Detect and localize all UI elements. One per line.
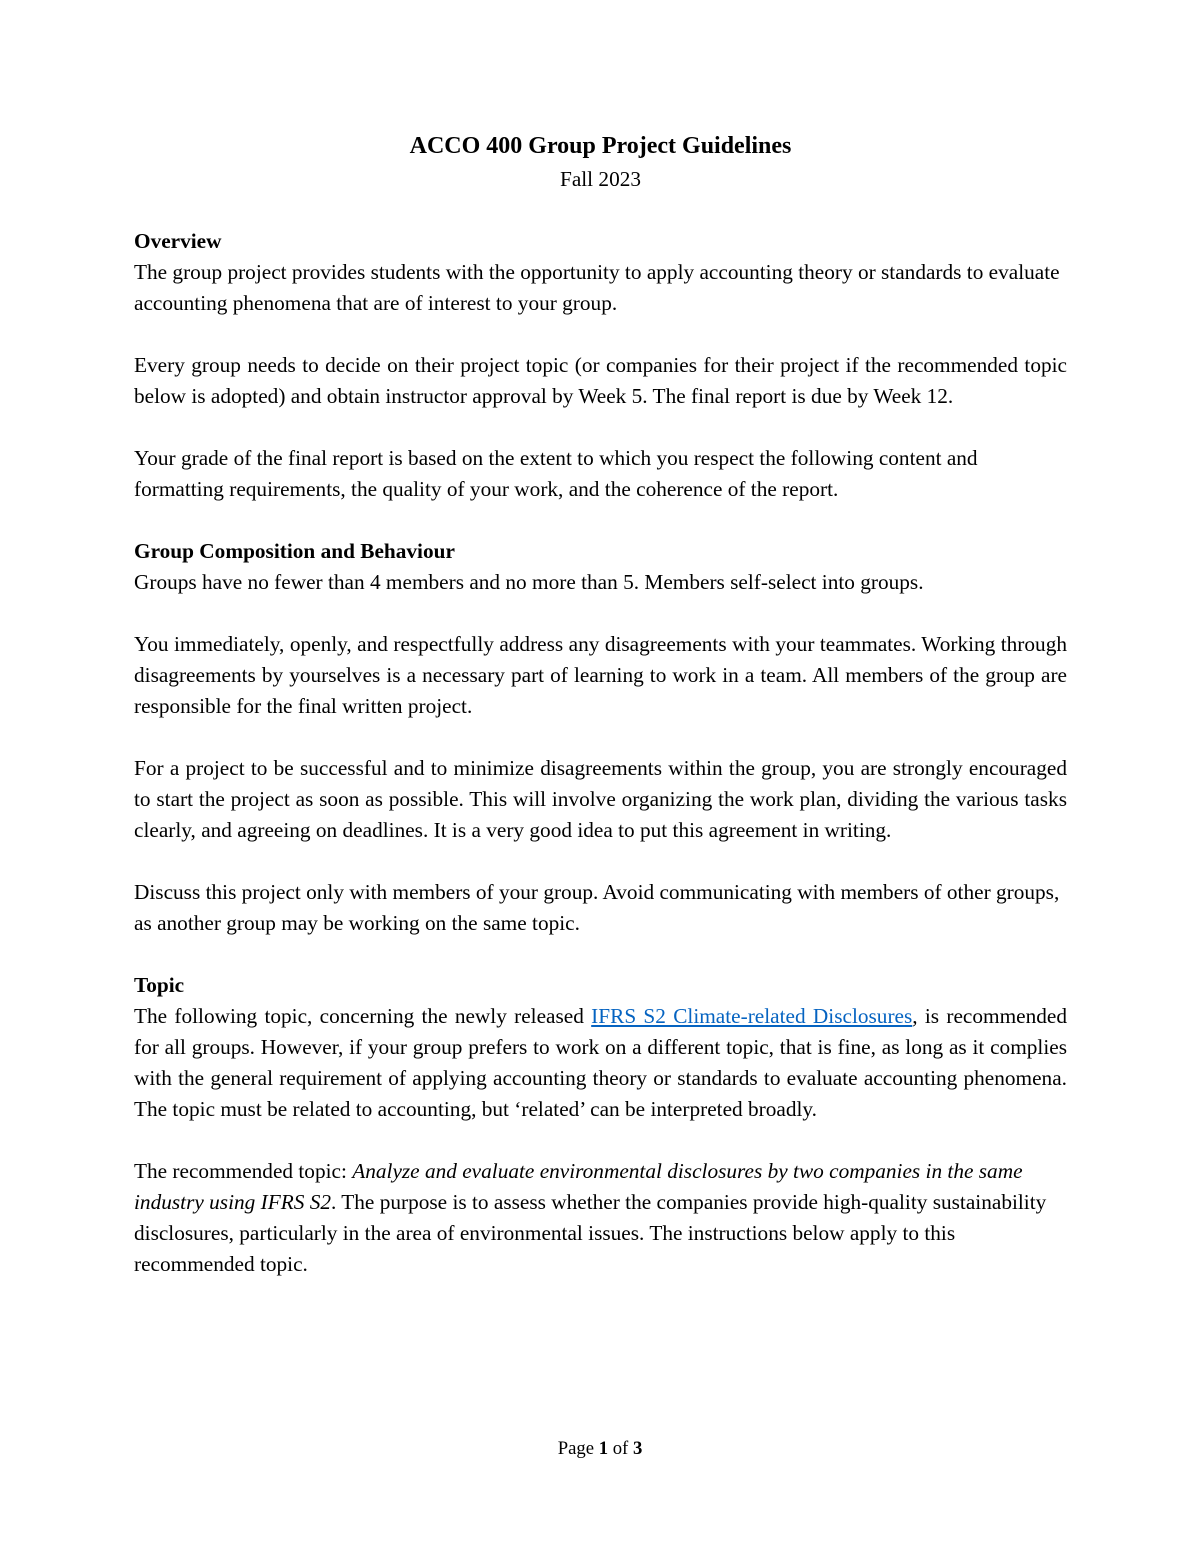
overview-heading: Overview xyxy=(134,229,222,253)
document-body xyxy=(134,128,1067,1311)
page-label: Page xyxy=(557,1438,599,1459)
overview-paragraph-3: Your grade of the final report is based on the extent to which you respect the following content and formatting requirements, the quality of your work, and the coherence of the report. xyxy=(134,446,978,501)
overview-paragraph-2: Every group needs to decide on their project topic (or companies for their project if the recommended topic below is adopted) and obtain instructor approval by Week 5. The final report is due by Week 12. xyxy=(134,353,1067,408)
group-heading: Group Composition and Behaviour xyxy=(134,539,455,563)
group-paragraph-4: Discuss this project only with members of your group. Avoid communicating with members of other groups, as another group may be working on the same topic. xyxy=(134,880,1060,935)
topic-paragraph-2 xyxy=(134,1156,1067,1280)
topic-p1-text-after: , is recommended for all groups. However, if your group prefers to work on a different topic, that is fine, as long as it complies with the general requirement of applying accounting theory or standards to evaluate accounting phenomena. The topic must be related to accounting, but ‘related’ can be interpreted broadly. xyxy=(134,1004,1067,1121)
group-paragraph-2: You immediately, openly, and respectfully address any disagreements with your teammates. Working through disagreements by yourselves is a necessary part of learning to work in a team. All members of the group are responsible for the final written project. xyxy=(134,632,1067,718)
group-paragraph-3: For a project to be successful and to minimize disagreements within the group, you are strongly encouraged to start the project as soon as possible. This will involve organizing the work plan, dividing the various tasks clearly, and agreeing on deadlines. It is a very good idea to put this agreement in writing. xyxy=(134,756,1067,842)
topic-paragraph-1 xyxy=(134,1001,1067,1125)
document-subtitle: Fall 2023 xyxy=(559,167,642,191)
group-paragraph-1: Groups have no fewer than 4 members and no more than 5. Members self-select into groups. xyxy=(134,570,924,594)
overview-paragraph-1: The group project provides students with the opportunity to apply accounting theory or standards to evaluate accounting phenomena that are of interest to your group. xyxy=(134,260,1060,315)
page-footer xyxy=(0,1435,1200,1463)
page-total: 3 xyxy=(632,1438,643,1459)
recommended-topic-text: Analyze and evaluate environmental disclosures by two companies in the same industry using IFRS S2 xyxy=(134,1159,1023,1214)
ifrs-s2-link[interactable]: IFRS S2 Climate-related Disclosures xyxy=(591,1004,913,1028)
page-current: 1 xyxy=(598,1438,609,1459)
topic-p2-text-after: . The purpose is to assess whether the companies provide high-quality sustainability disclosures, particularly in the area of environmental issues. The instructions below apply to this recommended topic. xyxy=(134,1190,1047,1276)
topic-p1-text-before: The following topic, concerning the newly released xyxy=(134,1004,592,1028)
topic-heading: Topic xyxy=(134,973,185,997)
document-title: ACCO 400 Group Project Guidelines xyxy=(409,133,792,159)
of-label: of xyxy=(608,1438,633,1459)
topic-p2-text-before: The recommended topic: xyxy=(134,1159,353,1183)
